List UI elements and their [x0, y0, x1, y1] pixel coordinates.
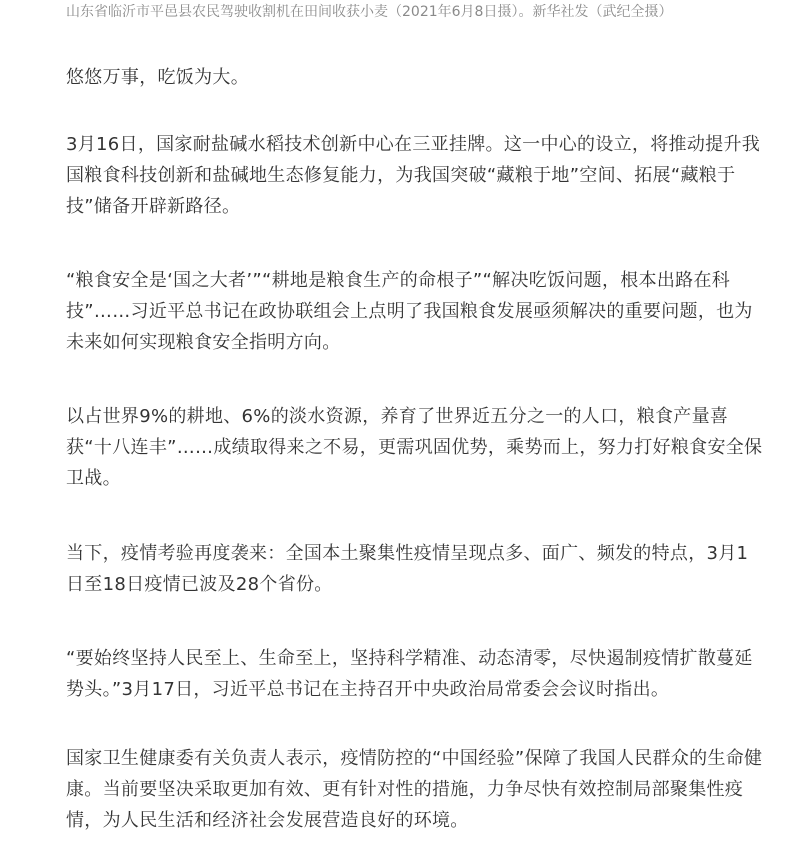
- photo-caption: 山东省临沂市平邑县农民驾驶收割机在田间收获小麦（2021年6月8日摄）。新华社发（武纪全摄）: [66, 4, 673, 20]
- article-paragraph: 3月16日，国家耐盐碱水稻技术创新中心在三亚挂牌。这一中心的设立，将推动提升我国粮食科技创新和盐碱地生态修复能力，为我国突破“藏粮于地”空间、拓展“藏粮于技”储备开辟新路径。: [66, 134, 761, 217]
- article-paragraph: “要始终坚持人民至上、生命至上，坚持科学精准、动态清零，尽快遏制疫情扩散蔓延势头。”3月17日，习近平总书记在主持召开中央政治局常委会会议时指出。: [66, 648, 753, 700]
- article-paragraph: 当下，疫情考验再度袭来：全国本土聚集性疫情呈现点多、面广、频发的特点，3月1日至18日疫情已波及28个省份。: [66, 543, 749, 595]
- article-paragraph: 悠悠万事，吃饭为大。: [66, 67, 249, 88]
- article-paragraph: “粮食安全是‘国之大者’”“耕地是粮食生产的命根子”“解决吃饭问题，根本出路在科技”……习近平总书记在政协联组会上点明了我国粮食发展亟须解决的重要问题，也为未来如何实现粮食安全指明方向。: [66, 270, 753, 353]
- article-paragraph: 国家卫生健康委有关负责人表示，疫情防控的“中国经验”保障了我国人民群众的生命健康。当前要坚决采取更加有效、更有针对性的措施，力争尽快有效控制局部聚集性疫情，为人民生活和经济社会发展营造良好的环境。: [66, 748, 763, 831]
- article-paragraph: 以占世界9%的耕地、6%的淡水资源，养育了世界近五分之一的人口，粮食产量喜获“十八连丰”……成绩取得来之不易，更需巩固优势，乘势而上，努力打好粮食安全保卫战。: [66, 406, 763, 489]
